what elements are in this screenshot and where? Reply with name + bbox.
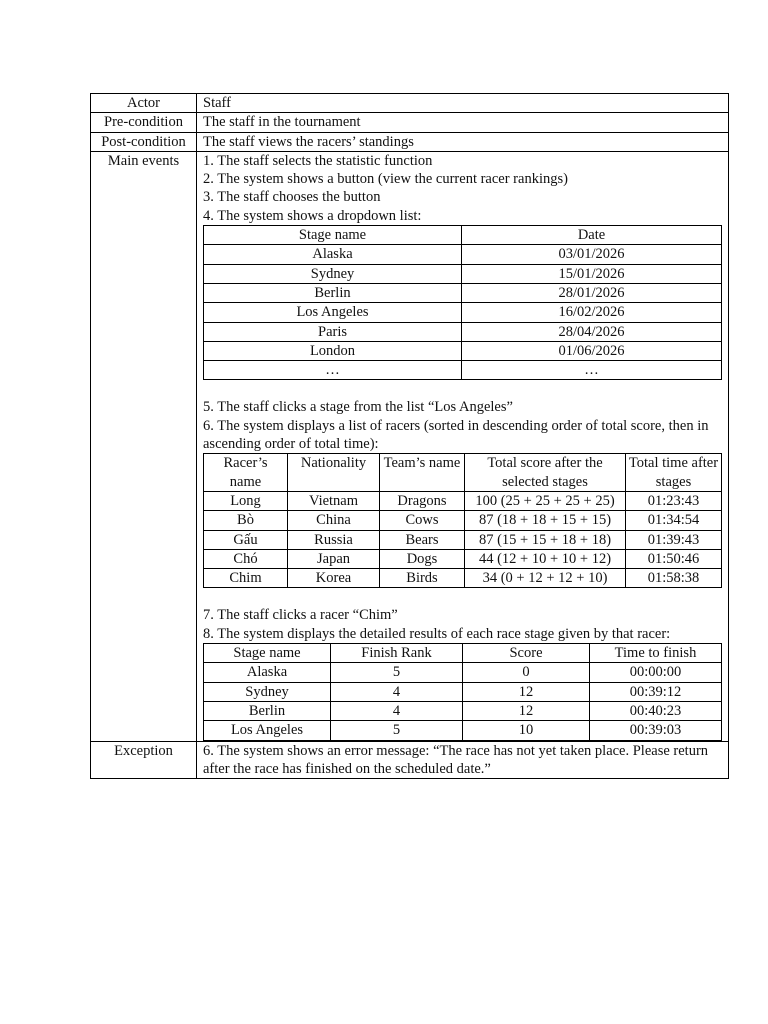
stages-header-cell: Stage name — [204, 226, 462, 245]
table-row — [204, 549, 722, 568]
table-row — [204, 491, 722, 510]
main-events-label: Main events — [91, 151, 197, 741]
details-cell: Berlin — [204, 701, 331, 720]
racers-cell: 34 (0 + 12 + 12 + 10) — [465, 569, 626, 588]
racers-table — [203, 453, 722, 588]
racers-header-cell: Team’s name — [380, 454, 465, 492]
details-cell: Alaska — [204, 663, 331, 682]
use-case-document — [90, 93, 729, 779]
event-1: 1. The staff selects the statistic function — [203, 152, 433, 169]
racers-cell: Korea — [288, 569, 380, 588]
racers-cell: Gấu — [204, 530, 288, 549]
spacer — [203, 380, 728, 398]
racers-header-cell: Total time after stages — [626, 454, 722, 492]
stages-cell: Berlin — [204, 283, 462, 302]
racers-cell: 01:34:54 — [626, 511, 722, 530]
details-cell: 12 — [463, 682, 590, 701]
stages-cell: … — [204, 361, 462, 380]
actor-row — [91, 94, 729, 113]
table-row — [204, 264, 722, 283]
racers-header-cell: Total score after the selected stages — [465, 454, 626, 492]
precondition-value: The staff in the tournament — [197, 113, 729, 132]
details-cell: Los Angeles — [204, 721, 331, 740]
actor-value: Staff — [197, 94, 729, 113]
racers-cell: Bò — [204, 511, 288, 530]
table-row — [204, 322, 722, 341]
racers-cell: Japan — [288, 549, 380, 568]
table-row — [204, 511, 722, 530]
racers-cell: Chó — [204, 549, 288, 568]
racers-cell: Dragons — [380, 491, 465, 510]
table-row — [204, 341, 722, 360]
event-6: 6. The system displays a list of racers (sorted in descending order of total score, then in ascending order of total time): — [203, 417, 709, 453]
racers-cell: 44 (12 + 10 + 10 + 12) — [465, 549, 626, 568]
stages-cell: 01/06/2026 — [462, 341, 722, 360]
table-row — [204, 303, 722, 322]
event-3: 3. The staff chooses the button — [203, 189, 381, 206]
event-4: 4. The system shows a dropdown list: — [203, 207, 422, 224]
racers-cell: 100 (25 + 25 + 25 + 25) — [465, 491, 626, 510]
details-cell: 4 — [331, 682, 463, 701]
table-row — [204, 245, 722, 264]
details-cell: Sydney — [204, 682, 331, 701]
racers-cell: Cows — [380, 511, 465, 530]
stages-cell: 15/01/2026 — [462, 264, 722, 283]
exception-row — [91, 741, 729, 779]
table-row — [204, 721, 722, 740]
event-5: 5. The staff clicks a stage from the list “Los Angeles” — [203, 399, 513, 416]
details-cell: 0 — [463, 663, 590, 682]
details-cell: 00:39:03 — [590, 721, 722, 740]
details-cell: 00:39:12 — [590, 682, 722, 701]
racers-cell: China — [288, 511, 380, 530]
details-header-cell: Score — [463, 644, 590, 663]
stages-cell: 03/01/2026 — [462, 245, 722, 264]
racers-header-row — [204, 454, 722, 492]
exception-value: 6. The system shows an error message: “The race has not yet taken place. Please return after the race has finished on the scheduled date.” — [197, 741, 729, 779]
table-row — [204, 701, 722, 720]
table-row — [204, 283, 722, 302]
event-7: 7. The staff clicks a racer “Chim” — [203, 607, 398, 624]
details-table — [203, 643, 722, 740]
precondition-row — [91, 113, 729, 132]
stages-cell: 28/04/2026 — [462, 322, 722, 341]
event-2: 2. The system shows a button (view the current racer rankings) — [203, 171, 568, 188]
racers-cell: 01:23:43 — [626, 491, 722, 510]
racers-cell: Bears — [380, 530, 465, 549]
main-events-content — [197, 151, 729, 741]
details-header-cell: Time to finish — [590, 644, 722, 663]
racers-cell: Chim — [204, 569, 288, 588]
stages-cell: … — [462, 361, 722, 380]
details-cell: 00:00:00 — [590, 663, 722, 682]
racers-cell: 01:58:38 — [626, 569, 722, 588]
stages-cell: Alaska — [204, 245, 462, 264]
details-cell: 12 — [463, 701, 590, 720]
racers-cell: 01:50:46 — [626, 549, 722, 568]
table-row — [204, 361, 722, 380]
actor-label: Actor — [91, 94, 197, 113]
racers-cell: Dogs — [380, 549, 465, 568]
racers-cell: 87 (18 + 18 + 15 + 15) — [465, 511, 626, 530]
details-header-row — [204, 644, 722, 663]
details-cell: 4 — [331, 701, 463, 720]
event-8: 8. The system displays the detailed results of each race stage given by that racer: — [203, 625, 671, 642]
spacer — [203, 588, 728, 606]
table-row — [204, 682, 722, 701]
stages-cell: Sydney — [204, 264, 462, 283]
table-row — [204, 569, 722, 588]
stages-cell: Los Angeles — [204, 303, 462, 322]
stages-cell: London — [204, 341, 462, 360]
racers-header-cell: Nationality — [288, 454, 380, 492]
main-events-row — [91, 151, 729, 741]
stages-header-cell: Date — [462, 226, 722, 245]
stages-cell: 28/01/2026 — [462, 283, 722, 302]
racers-cell: Russia — [288, 530, 380, 549]
racers-cell: Vietnam — [288, 491, 380, 510]
details-cell: 10 — [463, 721, 590, 740]
stages-table — [203, 225, 722, 380]
racers-header-cell: Racer’s name — [204, 454, 288, 492]
details-cell: 5 — [331, 721, 463, 740]
details-cell: 00:40:23 — [590, 701, 722, 720]
exception-label: Exception — [91, 741, 197, 779]
racers-cell: Birds — [380, 569, 465, 588]
racers-cell: 01:39:43 — [626, 530, 722, 549]
details-header-cell: Finish Rank — [331, 644, 463, 663]
postcondition-row — [91, 132, 729, 151]
details-header-cell: Stage name — [204, 644, 331, 663]
racers-cell: 87 (15 + 15 + 18 + 18) — [465, 530, 626, 549]
postcondition-label: Post-condition — [91, 132, 197, 151]
stages-cell: 16/02/2026 — [462, 303, 722, 322]
table-row — [204, 663, 722, 682]
table-row — [204, 530, 722, 549]
racers-cell: Long — [204, 491, 288, 510]
use-case-table — [90, 93, 729, 779]
details-cell: 5 — [331, 663, 463, 682]
precondition-label: Pre-condition — [91, 113, 197, 132]
stages-header-row — [204, 226, 722, 245]
stages-cell: Paris — [204, 322, 462, 341]
postcondition-value: The staff views the racers’ standings — [197, 132, 729, 151]
